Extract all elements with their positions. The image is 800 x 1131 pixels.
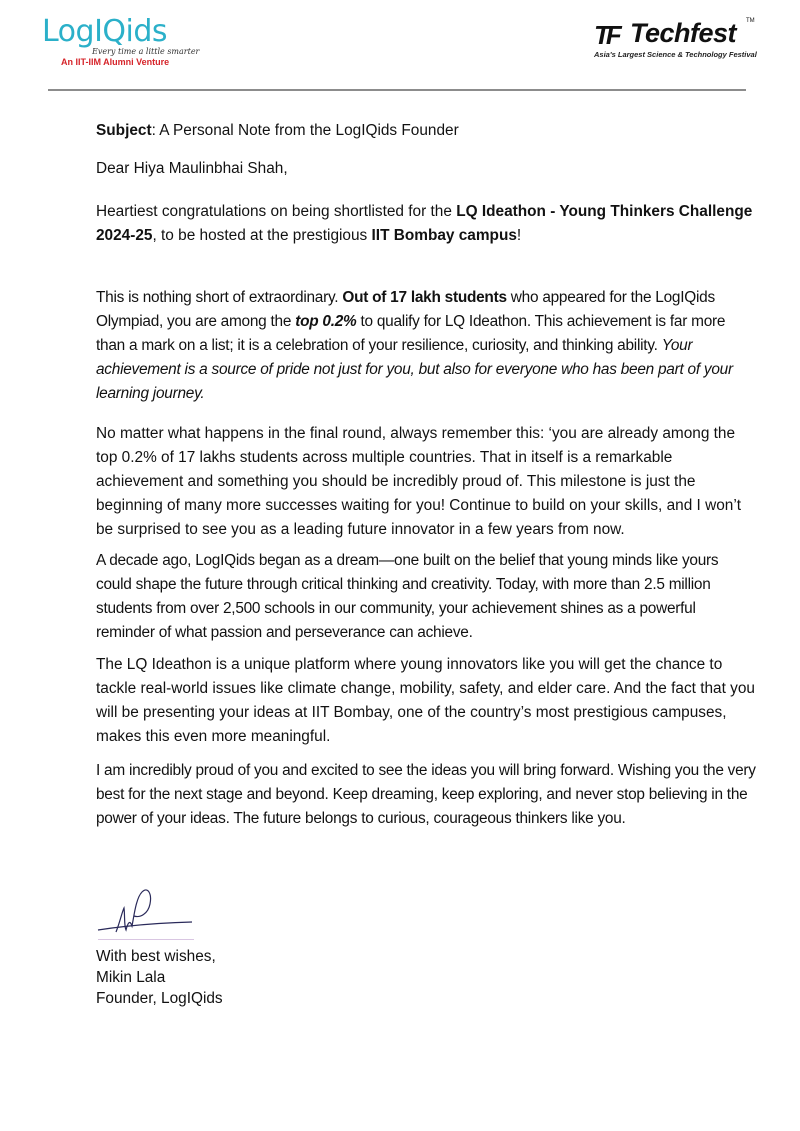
percentile-highlight: top 0.2% bbox=[295, 313, 357, 330]
techfest-wordmark: Techfest bbox=[630, 18, 737, 48]
achievement-paragraph bbox=[96, 286, 756, 406]
signer-name: Mikin Lala bbox=[96, 969, 166, 986]
intro-text: ! bbox=[516, 227, 522, 244]
logiqids-wordmark bbox=[42, 16, 202, 48]
pride-statement: Your achievement is a source of pride not just for you, but also for everyone who has been part of your learning journey. bbox=[96, 337, 733, 402]
intro-text: Heartiest congratulations on being shortlisted for the bbox=[96, 203, 457, 220]
techfest-mark-icon: TF bbox=[594, 20, 618, 50]
signature-underline bbox=[98, 939, 194, 940]
signature-icon bbox=[94, 886, 204, 942]
logo-name-part1: LogIQ bbox=[42, 14, 126, 49]
subject-text: : A Personal Note from the LogIQids Founder bbox=[151, 122, 459, 139]
subject-line bbox=[96, 119, 459, 143]
intro-paragraph bbox=[96, 200, 756, 248]
subject-label: Subject bbox=[96, 122, 152, 139]
ideathon-paragraph: The LQ Ideathon is a unique platform where young innovators like you will get the chance to tackle real-world issues like climate change, mobility, safety, and elder care. And the fact that you will be presenting your ideas at IIT Bombay, one of the country’s most prestigious campuses, makes this even more meaningful. bbox=[96, 656, 755, 745]
trademark-symbol: TM bbox=[746, 18, 755, 24]
logiqids-tagline: Every time a little smarter bbox=[92, 47, 200, 56]
logiqids-subtitle: An IIT-IIM Alumni Venture bbox=[61, 57, 170, 67]
venue-name: IIT Bombay campus bbox=[371, 227, 517, 244]
logiqids-logo bbox=[42, 16, 202, 74]
closing-phrase: With best wishes, bbox=[96, 948, 216, 965]
salutation: Dear Hiya Maulinbhai Shah, bbox=[96, 160, 288, 177]
paragraph-text: to qualify for LQ Ideathon. This achievement is far more than a mark on a list; it is a celebration of your resilience, curiosity, and thinking ability. bbox=[96, 313, 726, 354]
logo-name-part2: ids bbox=[125, 14, 168, 49]
intro-text: , to be hosted at the prestigious bbox=[152, 227, 372, 244]
header-divider bbox=[48, 89, 746, 91]
student-count-highlight: Out of 17 lakh students bbox=[342, 289, 507, 306]
techfest-tagline: Asia's Largest Science & Technology Festival bbox=[594, 50, 757, 59]
paragraph-text: who appeared for the LogIQids Olympiad, you are among the bbox=[96, 289, 715, 330]
history-paragraph: A decade ago, LogIQids began as a dream—one built on the belief that young minds like yours could shape the future through critical thinking and creativity. Today, with more than 2.5 million students from over 2,500 schools in our community, your achievement shines as a powerful reminder of what passion and perseverance can achieve. bbox=[96, 552, 719, 641]
closing-paragraph: I am incredibly proud of you and excited to see the ideas you will bring forward. Wishing you the very best for the next stage and beyond. Keep dreaming, keep exploring, and never stop believing in the power of your ideas. The future belongs to curious, courageous thinkers like you. bbox=[96, 762, 756, 827]
event-name: LQ Ideathon - Young Thinkers Challenge 2024-25 bbox=[96, 203, 753, 244]
final-round-paragraph: No matter what happens in the final round, always remember this: ‘you are already among the top 0.2% of 17 lakhs students across multiple countries. That in itself is a remarkable achievement and something you should be incredibly proud of. This milestone is just the beginning of many more successes waiting for you! Continue to build on your skills, and I won’t be surprised to see you as a leading future innovator in a few years from now. bbox=[96, 425, 742, 538]
sign-off bbox=[96, 946, 223, 1009]
signer-title: Founder, LogIQids bbox=[96, 990, 223, 1007]
techfest-logo bbox=[590, 18, 760, 70]
paragraph-text: This is nothing short of extraordinary. bbox=[96, 289, 343, 306]
